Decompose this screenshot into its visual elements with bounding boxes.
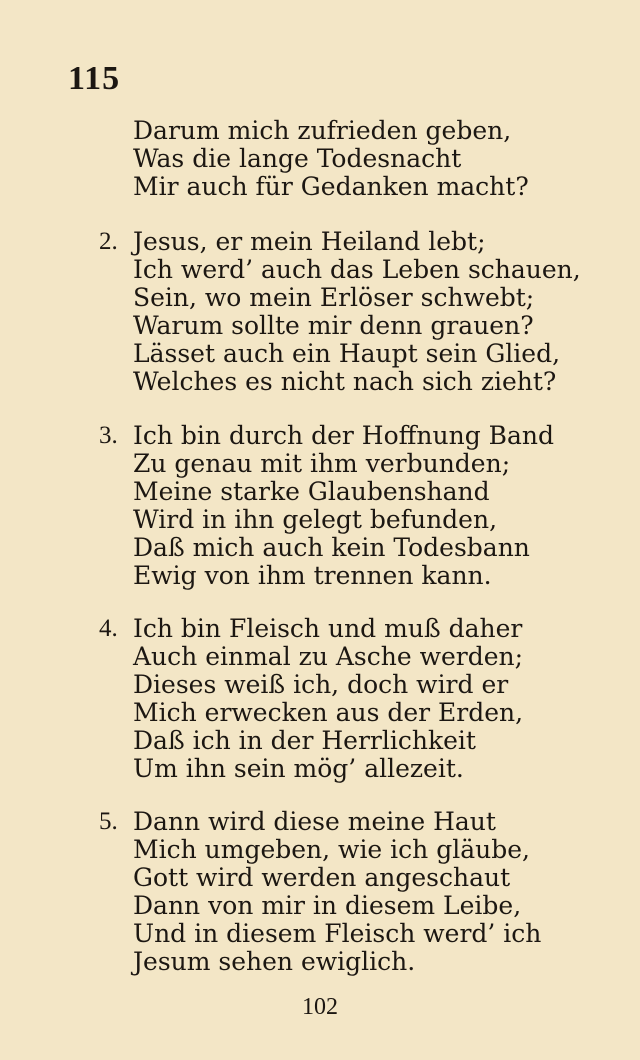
verse-number: 5. bbox=[99, 808, 118, 835]
verse-line: Daß mich auch kein Todesbann bbox=[133, 533, 530, 562]
hymn-number: 115 bbox=[68, 60, 121, 97]
verse-line: Mich erwecken aus der Erden, bbox=[133, 698, 524, 727]
verse-line: Zu genau mit ihm verbunden; bbox=[133, 449, 511, 478]
verse-line: Darum mich zufrieden geben, bbox=[133, 116, 512, 145]
verse-line: Ich bin durch der Hoffnung Band bbox=[133, 421, 555, 450]
verse-line: Sein, wo mein Erlöser schwebt; bbox=[133, 283, 535, 312]
verse-line: Jesus, er mein Heiland lebt; bbox=[133, 227, 486, 256]
verse-number: 4. bbox=[99, 615, 118, 642]
verse-number: 2. bbox=[99, 228, 118, 255]
verse-line: Ewig von ihm trennen kann. bbox=[133, 561, 492, 590]
verse-line: Was die lange Todesnacht bbox=[133, 144, 462, 173]
verse-line: Wird in ihn gelegt befunden, bbox=[133, 505, 498, 534]
verse-line: Auch einmal zu Asche werden; bbox=[133, 642, 524, 671]
verse-line: Dieses weiß ich, doch wird er bbox=[133, 670, 509, 699]
verse-line: Jesum sehen ewiglich. bbox=[133, 947, 416, 976]
verse-line: Und in diesem Fleisch werd’ ich bbox=[133, 919, 542, 948]
verse-line: Ich bin Fleisch und muß daher bbox=[133, 614, 523, 643]
verse-line: Lässet auch ein Haupt sein Glied, bbox=[133, 339, 561, 368]
verse-line: Warum sollte mir denn grauen? bbox=[133, 311, 534, 340]
page-number: 102 bbox=[302, 994, 338, 1020]
verse-line: Mir auch für Gedanken macht? bbox=[133, 172, 529, 201]
verse-line: Gott wird werden angeschaut bbox=[133, 863, 511, 892]
verse-line: Meine starke Glaubenshand bbox=[133, 477, 490, 506]
verse-line: Mich umgeben, wie ich gläube, bbox=[133, 835, 530, 864]
verse-number: 3. bbox=[99, 422, 118, 449]
verse-line: Um ihn sein mög’ allezeit. bbox=[133, 754, 464, 783]
verse-line: Dann wird diese meine Haut bbox=[133, 807, 496, 836]
verse-line: Dann von mir in diesem Leibe, bbox=[133, 891, 522, 920]
verse-line: Welches es nicht nach sich zieht? bbox=[133, 367, 557, 396]
verse-line: Daß ich in der Herrlichkeit bbox=[133, 726, 476, 755]
verse-line: Ich werd’ auch das Leben schauen, bbox=[133, 255, 581, 284]
